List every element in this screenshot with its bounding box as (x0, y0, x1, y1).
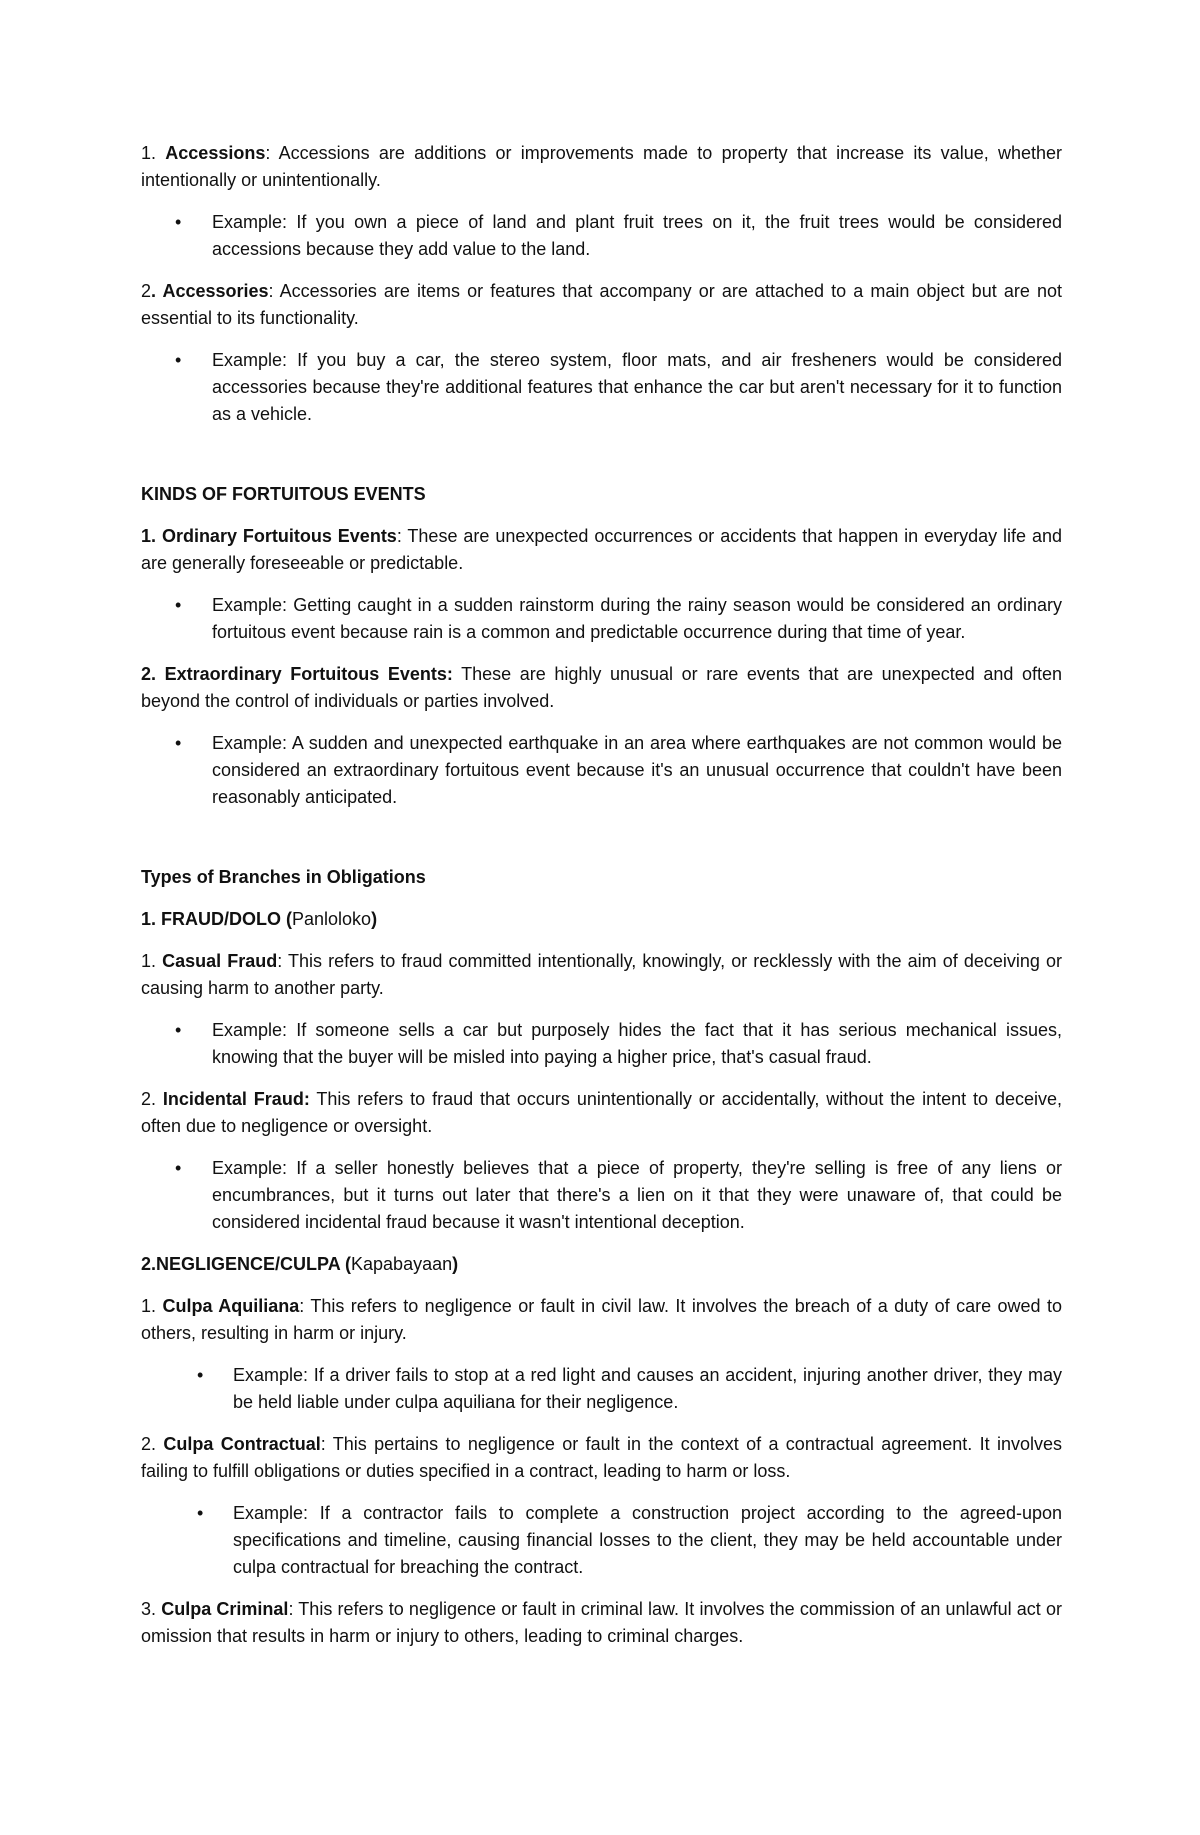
list-item (141, 1017, 1062, 1071)
term-incidental-fraud: Incidental Fraud: (162, 1089, 310, 1109)
subheading-fraud (141, 906, 1062, 933)
example-text: Example: Getting caught in a sudden rainstorm during the rainy season would be considered an ordinary fortuitous event because rain is a common and predictable occurrence during that time of year. (212, 595, 1062, 642)
incidental-fraud-paragraph (141, 1086, 1062, 1140)
culpa-aquiliana-paragraph (141, 1293, 1062, 1347)
term-accessories: . Accessories (151, 281, 269, 301)
example-text: Example: If a driver fails to stop at a red light and causes an accident, injuring another driver, they may be held liable under culpa aquiliana for their negligence. (233, 1365, 1062, 1412)
definition-text: : This pertains to negligence or fault in the context of a contractual agreement. It involves failing to fulfill obligations or duties specified in a contract, leading to harm or loss. (141, 1434, 1062, 1481)
definition-text: : This refers to fraud committed intentionally, knowingly, or recklessly with the aim of deceiving or causing harm to another party. (141, 951, 1062, 998)
bullet-icon: • (175, 595, 182, 615)
item-number: 1. (141, 951, 163, 971)
definition-text: These are highly unusual or rare events that are unexpected and often beyond the control of individuals or parties involved. (141, 664, 1062, 711)
list-item (141, 1155, 1062, 1236)
list-item (141, 592, 1062, 646)
example-text: Example: If someone sells a car but purposely hides the fact that it has serious mechanical issues, knowing that the buyer will be misled into paying a higher price, that's casual fraud. (212, 1020, 1062, 1067)
subheading-negligence (141, 1251, 1062, 1278)
item-number: 1. (141, 143, 166, 163)
section-heading-branches: Types of Branches in Obligations (141, 867, 426, 887)
term-ordinary-fortuitous: 1. Ordinary Fortuitous Events (141, 526, 397, 546)
definition-text: This refers to fraud that occurs unintentionally or accidentally, without the intent to deceive, often due to negligence or oversight. (141, 1089, 1062, 1136)
definition-text: : This refers to negligence or fault in civil law. It involves the breach of a duty of care owed to others, resulting in harm or injury. (141, 1296, 1062, 1343)
accessories-paragraph (141, 278, 1062, 332)
definition-text: : Accessories are items or features that accompany or are attached to a main object but are not essential to its functionality. (141, 281, 1062, 328)
item-number: 3. (141, 1599, 162, 1619)
term-culpa-criminal: Culpa Criminal (161, 1599, 289, 1619)
example-text: Example: If you own a piece of land and plant fruit trees on it, the fruit trees would be considered accessions because they add value to the land. (212, 212, 1062, 259)
example-text: Example: If you buy a car, the stereo system, floor mats, and air fresheners would be considered accessories because they're additional features that enhance the car but aren't necessary for it to function as a vehicle. (212, 350, 1062, 424)
list-item (141, 1362, 1062, 1416)
item-number: 2 (141, 281, 152, 301)
list-item (141, 209, 1062, 263)
bullet-icon: • (175, 212, 182, 232)
subheading-close: ) (371, 909, 378, 929)
culpa-criminal-paragraph (141, 1596, 1062, 1650)
accessions-paragraph (141, 140, 1062, 194)
ordinary-fortuitous-paragraph (141, 523, 1062, 577)
section-heading-fortuitous: KINDS OF FORTUITOUS EVENTS (141, 484, 426, 504)
term-casual-fraud: Casual Fraud (162, 951, 278, 971)
bullet-icon: • (175, 350, 182, 370)
subheading-bold: 1. FRAUD/DOLO ( (141, 909, 292, 929)
list-item (141, 1500, 1062, 1581)
term-extraordinary-fortuitous: 2. Extraordinary Fortuitous Events: (141, 664, 453, 684)
casual-fraud-paragraph (141, 948, 1062, 1002)
document-page (141, 140, 1062, 1665)
definition-text: : These are unexpected occurrences or accidents that happen in everyday life and are generally foreseeable or predictable. (141, 526, 1063, 573)
term-culpa-contractual: Culpa Contractual (163, 1434, 321, 1454)
bullet-icon: • (175, 733, 182, 753)
bullet-icon: • (175, 1020, 182, 1040)
extraordinary-fortuitous-paragraph (141, 661, 1062, 715)
bullet-icon: • (197, 1503, 204, 1523)
subheading-translation: Panloloko (292, 909, 372, 929)
spacer (141, 443, 1062, 481)
list-item (141, 730, 1062, 811)
term-culpa-aquiliana: Culpa Aquiliana (162, 1296, 300, 1316)
bullet-icon: • (175, 1158, 182, 1178)
item-number: 1. (141, 1296, 163, 1316)
list-item (141, 347, 1062, 428)
example-text: Example: If a contractor fails to complete a construction project according to the agreed-upon specifications and timeline, causing financial losses to the client, they may be held accountable under culpa contractual for breaching the contract. (233, 1503, 1062, 1577)
definition-text: : Accessions are additions or improvements made to property that increase its value, whether intentionally or unintentionally. (141, 143, 1063, 190)
subheading-bold: 2.NEGLIGENCE/CULPA ( (141, 1254, 352, 1274)
example-text: Example: A sudden and unexpected earthquake in an area where earthquakes are not common would be considered an extraordinary fortuitous event because it's an unusual occurrence that couldn't have been reasonably anticipated. (212, 733, 1062, 807)
culpa-contractual-paragraph (141, 1431, 1062, 1485)
item-number: 2. (141, 1434, 164, 1454)
spacer (141, 826, 1062, 864)
term-accessions: Accessions (165, 143, 266, 163)
subheading-translation: Kapabayaan (351, 1254, 453, 1274)
example-text: Example: If a seller honestly believes that a piece of property, they're selling is free of any liens or encumbrances, but it turns out later that there's a lien on it that they were unaware of, that could be considered incidental fraud because it wasn't intentional deception. (212, 1158, 1062, 1232)
subheading-close: ) (452, 1254, 459, 1274)
definition-text: : This refers to negligence or fault in criminal law. It involves the commission of an unlawful act or omission that results in harm or injury to others, leading to criminal charges. (141, 1599, 1062, 1646)
bullet-icon: • (197, 1365, 204, 1385)
item-number: 2. (141, 1089, 163, 1109)
